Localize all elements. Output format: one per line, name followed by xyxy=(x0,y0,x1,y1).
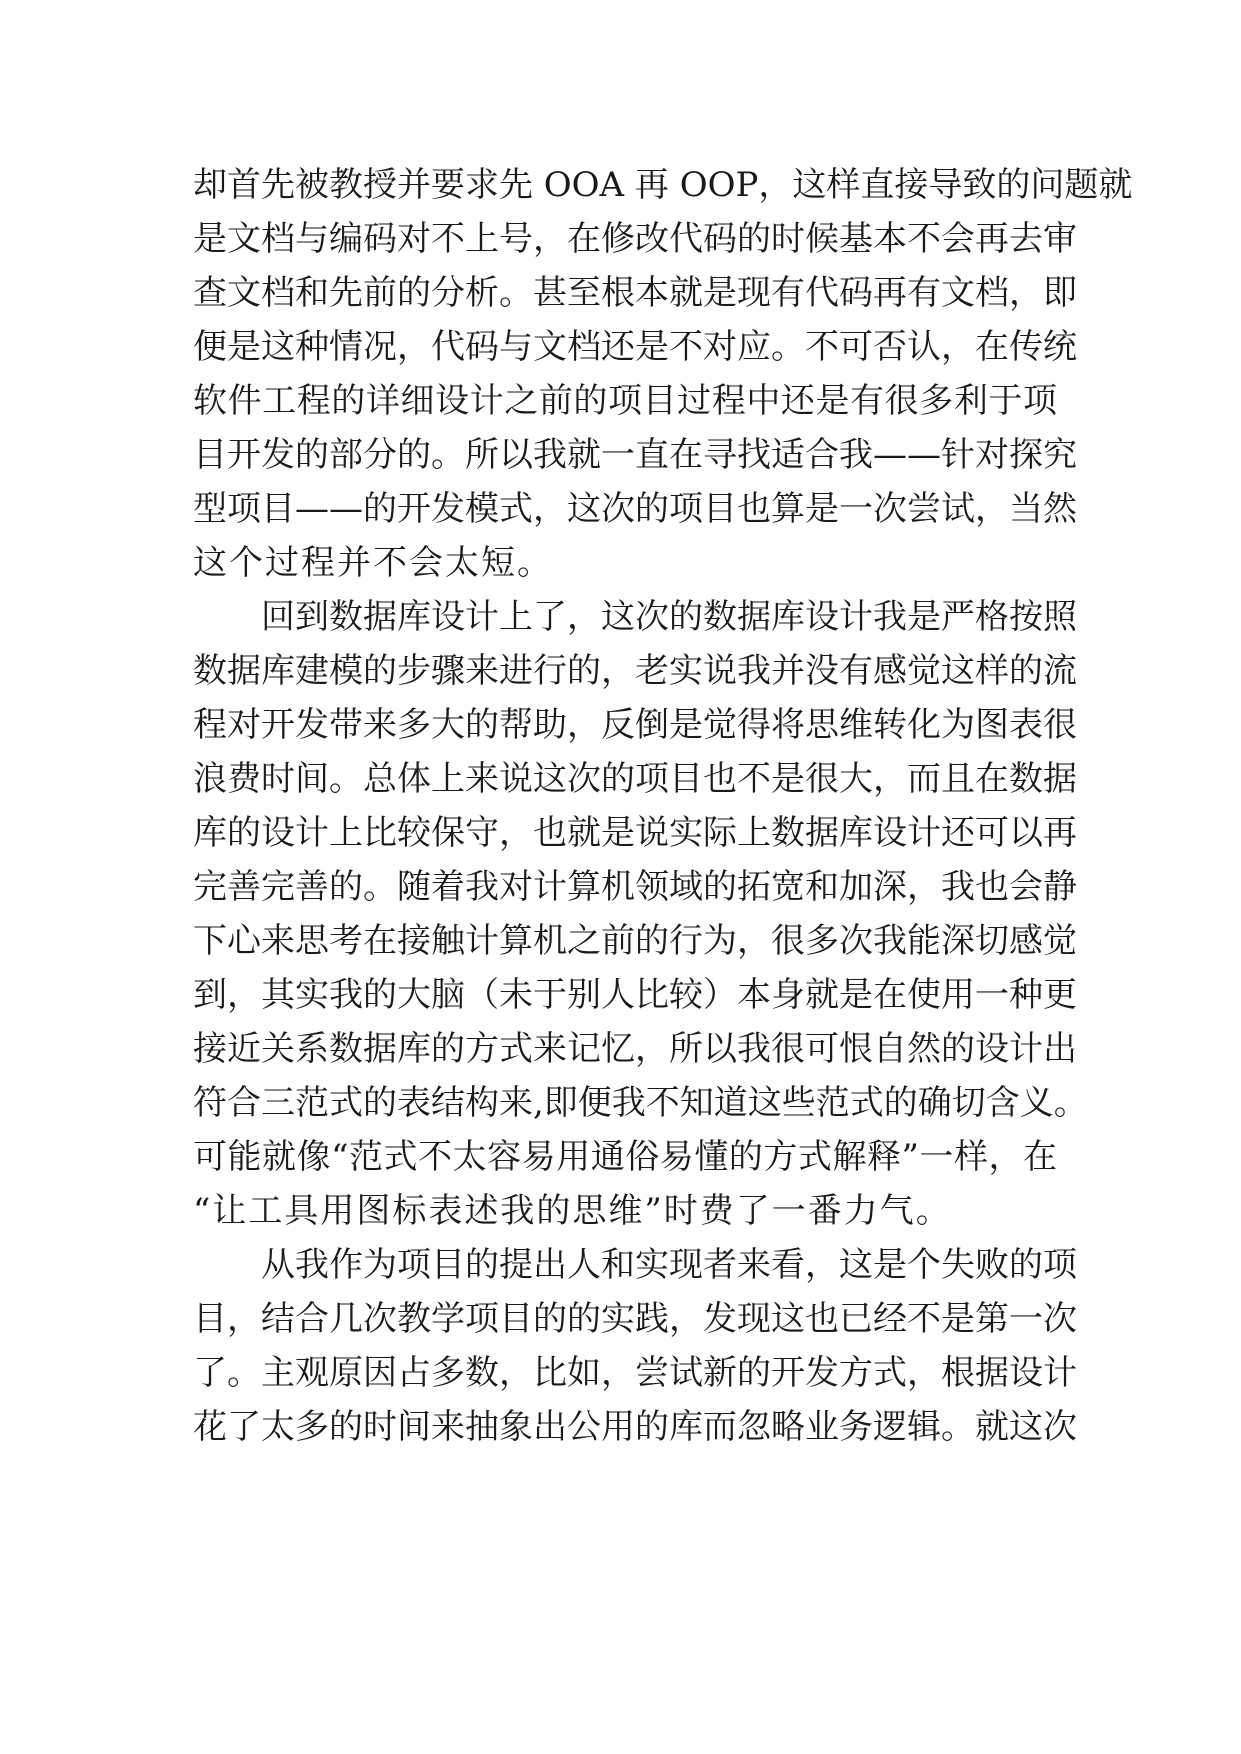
text-line: 程对开发带来多大的帮助，反倒是觉得将思维转化为图表很 xyxy=(193,705,1077,745)
text-line: 到，其实我的大脑（未于别人比较）本身就是在使用一种更 xyxy=(193,975,1077,1015)
text-line: 了。主观原因占多数，比如，尝试新的开发方式，根据设计 xyxy=(193,1353,1077,1393)
text-line: 接近关系数据库的方式来记忆，所以我很可恨自然的设计出 xyxy=(193,1029,1077,1069)
paragraph-2 xyxy=(193,590,1088,1238)
text-line: “让工具用图标表述我的思维”时费了一番力气。 xyxy=(193,1191,952,1231)
document-body xyxy=(193,158,1133,1454)
text-line: 软件工程的详细设计之前的项目过程中还是有很多利于项 xyxy=(193,381,1057,421)
text-line: 下心来思考在接触计算机之前的行为，很多次我能深切感觉 xyxy=(193,921,1077,961)
text-line: 完善完善的。随着我对计算机领域的拓宽和加深，我也会静 xyxy=(193,867,1077,907)
text-line: 符合三范式的表结构来,即便我不知道这些范式的确切含义。 xyxy=(193,1083,1088,1123)
text-line: 回到数据库设计上了，这次的数据库设计我是严格按照 xyxy=(261,597,1077,637)
text-line: 可能就像“范式不太容易用通俗易懂的方式解释”一样，在 xyxy=(193,1137,1057,1177)
text-line: 是文档与编码对不上号，在修改代码的时候基本不会再去审 xyxy=(193,219,1077,259)
paragraph-1 xyxy=(193,158,1133,590)
paragraph-3 xyxy=(193,1238,1077,1454)
text-line: 查文档和先前的分析。甚至根本就是现有代码再有文档，即 xyxy=(193,273,1077,313)
text-line: 却首先被教授并要求先 OOA 再 OOP，这样直接导致的问题就 xyxy=(193,165,1133,205)
text-line: 浪费时间。总体上来说这次的项目也不是很大，而且在数据 xyxy=(193,759,1077,799)
text-line: 库的设计上比较保守，也就是说实际上数据库设计还可以再 xyxy=(193,813,1077,853)
text-line: 花了太多的时间来抽象出公用的库而忽略业务逻辑。就这次 xyxy=(193,1407,1077,1447)
text-line: 目开发的部分的。所以我就一直在寻找适合我——针对探究 xyxy=(193,435,1077,475)
text-line: 这个过程并不会太短。 xyxy=(193,543,553,583)
text-line: 数据库建模的步骤来进行的，老实说我并没有感觉这样的流 xyxy=(193,651,1077,691)
text-line: 便是这种情况，代码与文档还是不对应。不可否认，在传统 xyxy=(193,327,1077,367)
text-line: 从我作为项目的提出人和实现者来看，这是个失败的项 xyxy=(261,1245,1077,1285)
text-line: 目，结合几次教学项目的的实践，发现这也已经不是第一次 xyxy=(193,1299,1077,1339)
text-line: 型项目——的开发模式，这次的项目也算是一次尝试，当然 xyxy=(193,489,1077,529)
